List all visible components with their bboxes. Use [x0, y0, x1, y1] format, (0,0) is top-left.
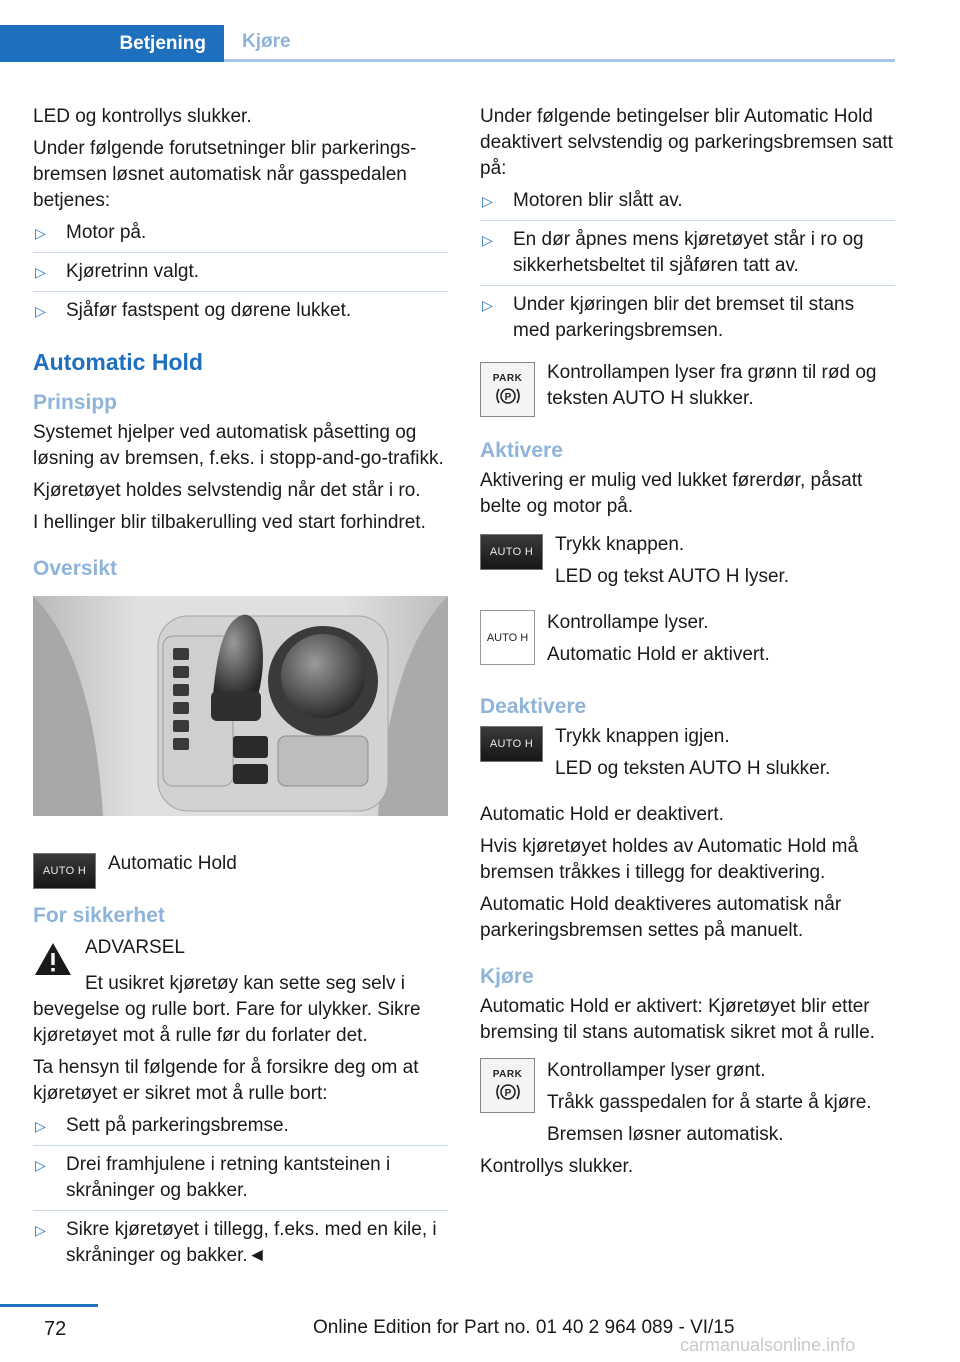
- list-item: ▷ Sett på parkeringsbremse.: [33, 1113, 448, 1146]
- right-column: [480, 104, 895, 1186]
- auto-h-button-icon: AUTO H: [33, 853, 96, 889]
- center-console-photo: [33, 596, 448, 816]
- step-text: LED og tekst AUTO H lyser.: [555, 566, 790, 587]
- step-text: Automatic Hold er aktivert.: [547, 644, 770, 665]
- deactivate-row: [480, 724, 895, 788]
- paragraph: I hellinger blir tilbakerulling ved start forhindret.: [33, 512, 426, 533]
- triangle-bullet-icon: ▷: [35, 225, 46, 241]
- svg-text:P: P: [504, 392, 511, 403]
- bullet-list: [480, 188, 895, 350]
- list-item: ▷ Drei framhjulene i retning kantsteinen i skråninger og bakker.: [33, 1152, 448, 1211]
- bullet-list: [33, 220, 448, 330]
- park-indicator-text: Kontrollampen lyser fra grønn til rød og teksten AUTO H slukker.: [547, 362, 877, 409]
- triangle-bullet-icon: ▷: [482, 297, 493, 313]
- footer-rule: [0, 1304, 98, 1307]
- step-text: Trykk knappen.: [555, 534, 685, 555]
- header-tabs: [0, 25, 895, 62]
- subsection-title: Oversikt: [33, 557, 118, 580]
- paragraph: Kontrollys slukker.: [480, 1156, 634, 1177]
- step-text: Bremsen løsner automatisk.: [547, 1124, 784, 1145]
- list-item: ▷ Motor på.: [33, 220, 448, 253]
- section-title: Automatic Hold: [33, 349, 203, 375]
- triangle-bullet-icon: ▷: [35, 1118, 46, 1134]
- subsection-title: Prinsipp: [33, 391, 118, 414]
- tab-betjening[interactable]: Betjening: [0, 25, 224, 62]
- paragraph: Under følgende forutsetninger blir parkeringsbremsen løsnet automatisk når gasspedalen betjenes:: [33, 138, 417, 211]
- list-item: ▷ En dør åpnes mens kjøretøyet står i ro og sikkerhetsbeltet til sjåføren tatt av.: [480, 227, 895, 286]
- triangle-bullet-icon: ▷: [35, 264, 46, 280]
- list-item: ▷ Motoren blir slått av.: [480, 188, 895, 221]
- svg-text:P: P: [504, 1088, 511, 1099]
- drive-row: [480, 1058, 895, 1154]
- step-text: Tråkk gasspedalen for å starte å kjøre.: [547, 1092, 872, 1113]
- tab-kjore[interactable]: Kjøre: [242, 31, 291, 52]
- step-text: LED og teksten AUTO H slukker.: [555, 758, 831, 779]
- warning-triangle-icon: [33, 941, 73, 977]
- paragraph: LED og kontrollys slukker.: [33, 106, 252, 127]
- paragraph: Automatic Hold deaktiveres automatisk når parkeringsbremsen settes på manuelt.: [480, 894, 842, 941]
- paragraph: Ta hensyn til følgende for å forsikre deg om at kjøretøyet er sikret mot å rulle bort:: [33, 1057, 419, 1104]
- triangle-bullet-icon: ▷: [482, 232, 493, 248]
- park-brake-icon: PARK P: [480, 362, 535, 417]
- paragraph: Automatic Hold er deaktivert.: [480, 804, 724, 825]
- step-text: Kontrollamper lyser grønt.: [547, 1060, 766, 1081]
- paragraph: Systemet hjelper ved automatisk påsetting og løsning av bremsen, f.eks. i stopp-and-go-trafikk.: [33, 422, 444, 469]
- left-column: [33, 104, 448, 1281]
- triangle-bullet-icon: ▷: [35, 1157, 46, 1173]
- auto-h-indicator-icon: AUTO H: [480, 610, 535, 665]
- paragraph: Hvis kjøretøyet holdes av Automatic Hold må bremsen tråkkes i tillegg for deaktivering.: [480, 836, 859, 883]
- list-item: ▷ Kjøretrinn valgt.: [33, 259, 448, 292]
- step-text: Kontrollampe lyser.: [547, 612, 709, 633]
- triangle-bullet-icon: ▷: [35, 1222, 46, 1238]
- list-item: ▷ Sikre kjøretøyet i tillegg, f.eks. med en kile, i skråninger og bakker.◄: [35, 1219, 437, 1266]
- subsection-title: For sikkerhet: [33, 904, 165, 927]
- paragraph: Automatic Hold er aktivert: Kjøretøyet blir etter bremsing til stans automatisk sikret mot å rulle.: [480, 996, 875, 1043]
- list-item: ▷ Sjåfør fastspent og dørene lukket.: [33, 298, 448, 330]
- subsection-title: Deaktivere: [480, 695, 587, 718]
- triangle-bullet-icon: ▷: [35, 303, 46, 319]
- auto-h-button-icon: AUTO H: [480, 726, 543, 762]
- step-text: Trykk knappen igjen.: [555, 726, 730, 747]
- indicator-row: [480, 610, 895, 674]
- paragraph: Kjøretøyet holdes selvstendig når det står i ro.: [33, 480, 421, 501]
- warning-title: ADVARSEL: [85, 937, 185, 958]
- subsection-title: Aktivere: [480, 439, 563, 462]
- bullet-list: [33, 1113, 448, 1275]
- subsection-title: Kjøre: [480, 965, 534, 988]
- edition-text: Online Edition for Part no. 01 40 2 964 089 - VI/15: [313, 1317, 735, 1338]
- triangle-bullet-icon: ▷: [482, 193, 493, 209]
- paragraph: Under følgende betingelser blir Automatic Hold deaktivert selvstendig og parkeringsbremsen satt på:: [480, 106, 893, 179]
- warning-text: Et usikret kjøretøy kan sette seg selv i bevegelse og rulle bort. Fare for ulykker. Sikre kjøretøyet mot å rulle før du forlater det.: [33, 973, 421, 1046]
- watermark: carmanualsonline.info: [680, 1335, 856, 1355]
- paragraph: Aktivering er mulig ved lukket førerdør, påsatt belte og motor på.: [480, 470, 863, 517]
- page-number: 72: [44, 1318, 67, 1340]
- list-item: ▷ Under kjøringen blir det bremset til stans med parkeringsbremsen.: [482, 294, 855, 341]
- legend-label: Automatic Hold: [108, 853, 237, 874]
- auto-h-button-icon: AUTO H: [480, 534, 543, 570]
- park-brake-icon: PARK P: [480, 1058, 535, 1113]
- activate-row: [480, 532, 895, 596]
- auto-h-legend: [33, 851, 448, 889]
- park-indicator-row: [480, 362, 895, 418]
